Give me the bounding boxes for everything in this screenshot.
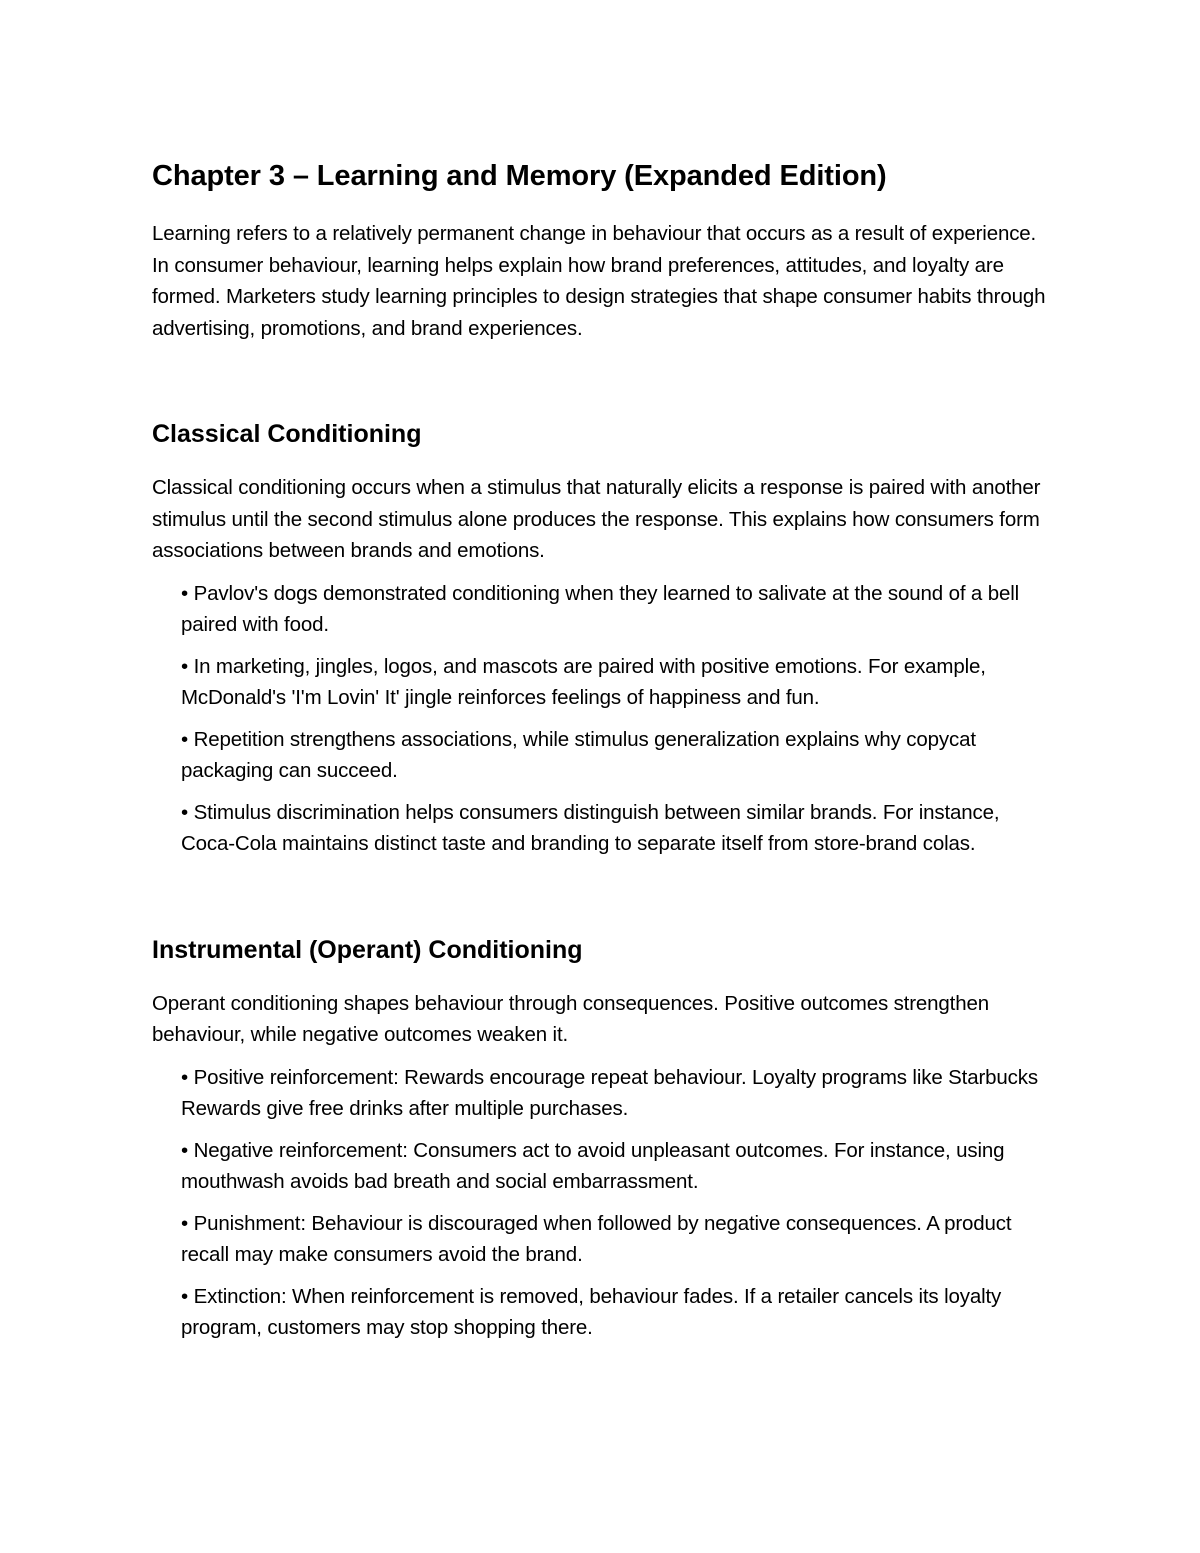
bullet-list-operant-conditioning — [152, 1062, 1052, 1344]
section-paragraph-classical-conditioning: Classical conditioning occurs when a stimulus that naturally elicits a response is paired with another stimulus until the second stimulus alone produces the response. This explains how consumers form associations between brands and emotions. — [152, 476, 1041, 562]
bullet-item: • Positive reinforcement: Rewards encourage repeat behaviour. Loyalty programs like Starbucks Rewards give free drinks after multiple purchases. — [181, 1065, 1038, 1120]
bullet-item: • Repetition strengthens associations, while stimulus generalization explains why copycat packaging can succeed. — [181, 727, 976, 782]
intro-paragraph: Learning refers to a relatively permanent change in behaviour that occurs as a result of experience. In consumer behaviour, learning helps explain how brand preferences, attitudes, and loyalty are formed. Marketers study learning principles to design strategies that shape consumer habits through advertising, promotions, and brand experiences. — [152, 222, 1046, 340]
bullet-item: • Negative reinforcement: Consumers act to avoid unpleasant outcomes. For instance, using mouthwash avoids bad breath and social embarrassment. — [181, 1138, 1005, 1193]
bullet-list-classical-conditioning — [152, 578, 1052, 860]
chapter-title: Chapter 3 – Learning and Memory (Expanded Edition) — [152, 160, 887, 192]
bullet-item: • In marketing, jingles, logos, and mascots are paired with positive emotions. For example, McDonald's 'I'm Lovin' It' jingle reinforces feelings of happiness and fun. — [181, 654, 986, 709]
bullet-item: • Pavlov's dogs demonstrated conditioning when they learned to salivate at the sound of a bell paired with food. — [181, 581, 1020, 636]
section-paragraph-operant-conditioning: Operant conditioning shapes behaviour through consequences. Positive outcomes strengthen behaviour, while negative outcomes weaken it. — [152, 991, 989, 1046]
bullet-item: • Punishment: Behaviour is discouraged when followed by negative consequences. A product recall may make consumers avoid the brand. — [181, 1211, 1012, 1266]
bullet-item: • Extinction: When reinforcement is removed, behaviour fades. If a retailer cancels its loyalty program, customers may stop shopping there. — [181, 1284, 1002, 1339]
document-page — [152, 140, 1052, 1354]
section-heading-classical-conditioning: Classical Conditioning — [152, 420, 422, 448]
bullet-item: • Stimulus discrimination helps consumers distinguish between similar brands. For instance, Coca-Cola maintains distinct taste and branding to separate itself from store-brand colas. — [181, 800, 1000, 855]
section-heading-operant-conditioning: Instrumental (Operant) Conditioning — [152, 935, 583, 964]
